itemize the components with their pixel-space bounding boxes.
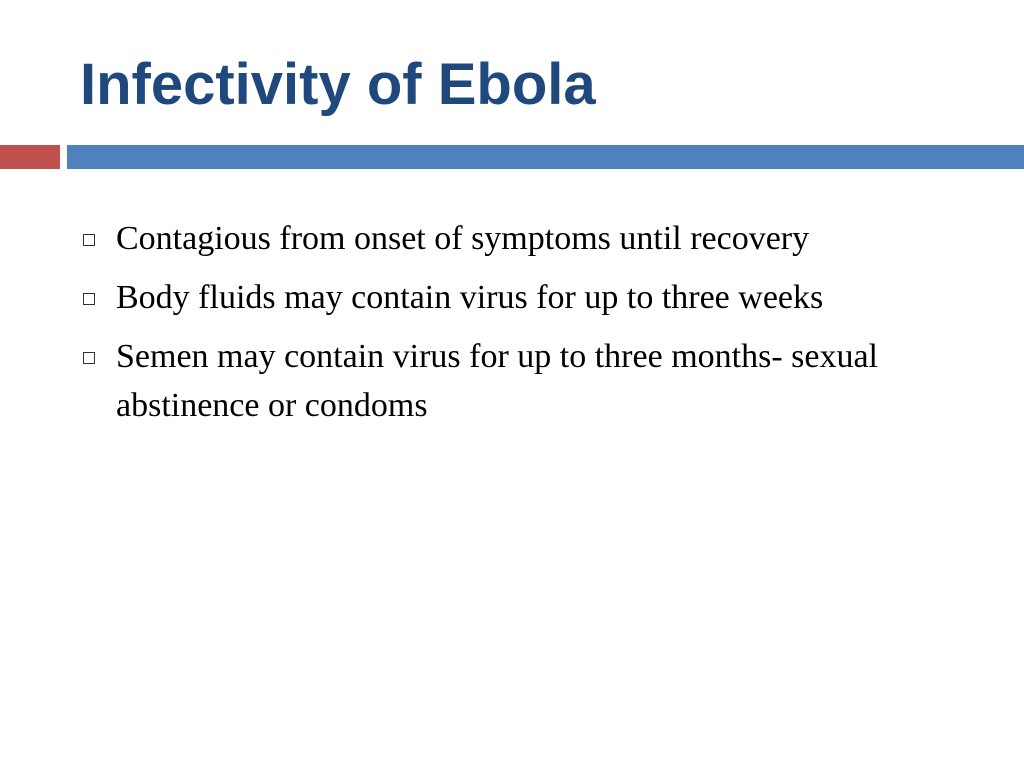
bullet-item	[80, 273, 980, 322]
accent-bar-right	[67, 145, 1024, 169]
bullet-text: Semen may contain virus for up to three months- sexual abstinence or condoms	[116, 338, 878, 424]
bullet-item	[80, 214, 980, 263]
bullet-list	[80, 214, 980, 440]
hollow-square-icon	[83, 352, 95, 364]
hollow-square-icon	[83, 234, 95, 246]
bullet-item	[80, 332, 980, 430]
hollow-square-icon	[83, 293, 95, 305]
slide-title: Infectivity of Ebola	[80, 52, 596, 117]
accent-bar-left	[0, 145, 60, 169]
bullet-text: Contagious from onset of symptoms until recovery	[116, 220, 810, 257]
bullet-text: Body fluids may contain virus for up to three weeks	[116, 279, 824, 316]
